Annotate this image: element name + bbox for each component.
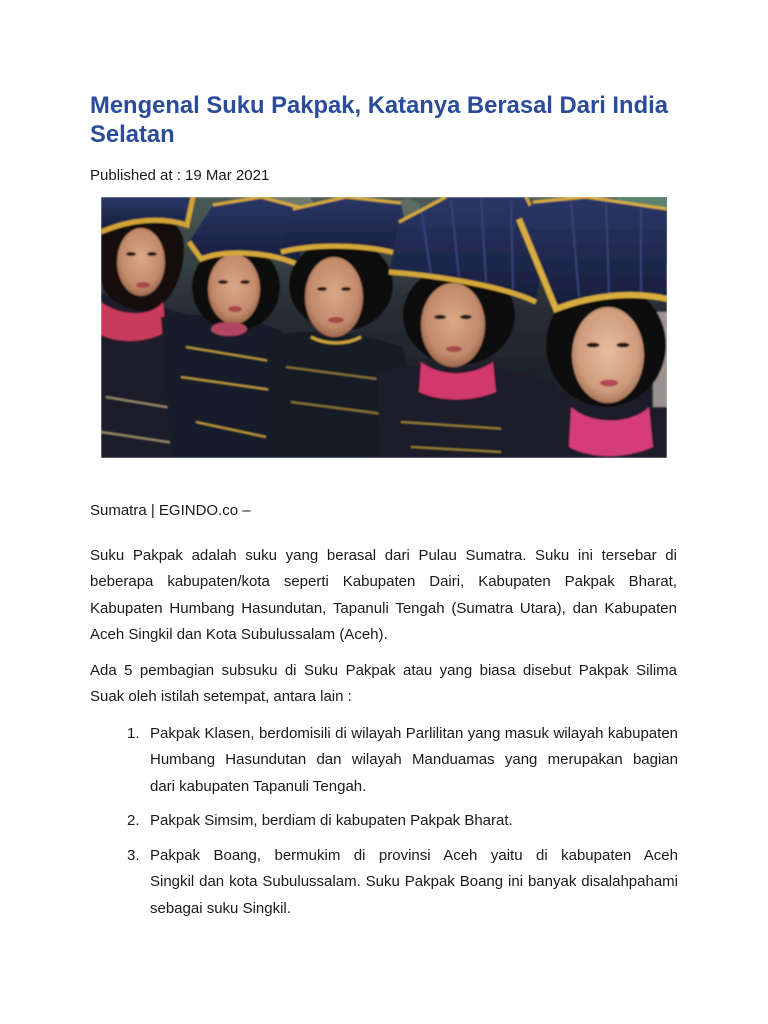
list-item-text <box>150 843 678 923</box>
list-item-line: Humbang Hasundutan dan wilayah Manduamas yang merupakan bagian <box>150 751 678 768</box>
article <box>90 0 677 922</box>
article-title: Mengenal Suku Pakpak, Katanya Berasal Dari India Selatan <box>90 92 668 148</box>
list-item-text <box>150 808 678 835</box>
paragraph-line: Kabupaten Humbang Hasundutan, Tapanuli Tengah (Sumatra Utara), dan Kabupaten <box>90 599 677 617</box>
paragraph-line: Ada 5 pembagian subsuku di Suku Pakpak atau yang biasa disebut Pakpak Silima <box>90 661 677 679</box>
list-item-number: 3. <box>127 846 140 864</box>
list-item-number: 2. <box>127 811 140 829</box>
paragraph-line: Aceh Singkil dan Kota Subulussalam (Aceh). <box>90 626 388 643</box>
published-date: Published at : 19 Mar 2021 <box>90 166 270 184</box>
list-item <box>90 808 677 835</box>
list-item <box>90 721 677 801</box>
source-line: Sumatra | EGINDO.co – <box>90 501 251 519</box>
list-item-line: Pakpak Klasen, berdomisili di wilayah Parlilitan yang masuk wilayah kabupaten <box>150 724 678 742</box>
list-item-line: Pakpak Boang, bermukim di provinsi Aceh yaitu di kabupaten Aceh <box>150 846 678 864</box>
list-item-text <box>150 721 678 801</box>
paragraph-line: Suku Pakpak adalah suku yang berasal dari Pulau Sumatra. Suku ini tersebar di <box>90 546 677 564</box>
subsuku-paragraph <box>90 658 677 711</box>
intro-paragraph <box>90 543 677 649</box>
list-item-number: 1. <box>127 724 140 742</box>
list-item-line: Singkil dan kota Subulussalam. Suku Pakpak Boang ini banyak disalahpahami <box>150 873 678 890</box>
list-item-line: Pakpak Simsim, berdiam di kabupaten Pakpak Bharat. <box>150 811 513 829</box>
article-photo <box>101 197 667 458</box>
list-item-line: dari kabupaten Tapanuli Tengah. <box>150 777 367 795</box>
subsuku-list <box>90 721 677 923</box>
paragraph-line: Suak oleh istilah setempat, antara lain : <box>90 688 352 705</box>
list-item-line: sebagai suku Singkil. <box>150 899 291 917</box>
list-item <box>90 843 677 923</box>
paragraph-line: beberapa kabupaten/kota seperti Kabupaten Dairi, Kabupaten Pakpak Bharat, <box>90 573 677 590</box>
